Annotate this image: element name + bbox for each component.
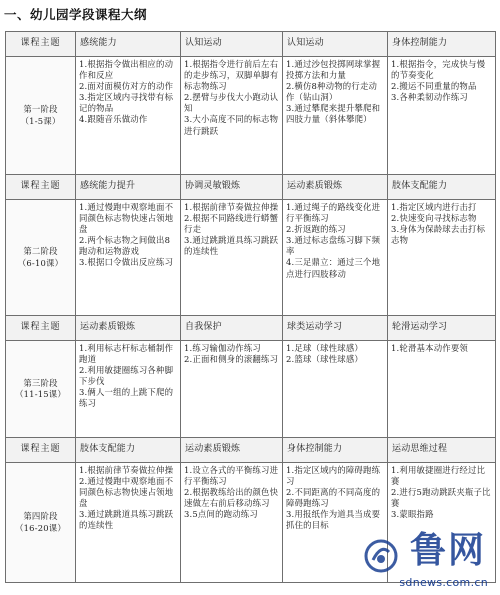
list-item: 3.通过跳跳道具练习跳跃的连续性 bbox=[184, 235, 279, 257]
list-item: 2.通过慢跑中观察地面不同颜色标志物快速占领地盘 bbox=[79, 476, 174, 509]
stage-label bbox=[6, 200, 76, 316]
content-cell bbox=[76, 341, 181, 438]
stage-lessons: （1-5课） bbox=[20, 115, 61, 126]
stage-lessons: （16-20课） bbox=[15, 522, 66, 533]
page-title: 一、幼儿园学段课程大纲 bbox=[4, 7, 148, 22]
topic-cell: 认知运动 bbox=[181, 32, 283, 57]
list-item: 3.蒙眼指路 bbox=[391, 509, 434, 520]
stage-name: 第一阶段 bbox=[23, 104, 58, 115]
list-item: 1.轮滑基本动作要领 bbox=[391, 343, 468, 353]
content-cell bbox=[76, 200, 181, 316]
topic-cell: 肢体支配能力 bbox=[76, 438, 181, 463]
content-cell bbox=[76, 57, 181, 175]
topic-cell: 自我保护 bbox=[181, 316, 283, 341]
list-item: 1.通过绳子的路线变化进行平衡练习 bbox=[286, 202, 381, 224]
topic-header-row bbox=[6, 438, 496, 463]
list-item: 1.练习输伽动作练习 bbox=[184, 343, 261, 353]
content-cell bbox=[388, 57, 496, 175]
content-cell bbox=[283, 341, 388, 438]
row-label: 课程主题 bbox=[6, 438, 76, 463]
sdnews-logo-icon bbox=[364, 539, 398, 573]
list-item: 2.快速变向寻找标志物 bbox=[391, 213, 477, 224]
stage-name: 第二阶段 bbox=[23, 246, 58, 257]
list-item: 3.大小高度不同的标志物进行跳跃 bbox=[184, 114, 279, 136]
list-item: 1.利用敏捷圈进行经过比赛 bbox=[391, 465, 486, 487]
topic-cell: 球类运动学习 bbox=[283, 316, 388, 341]
content-cell bbox=[181, 463, 283, 583]
content-cell bbox=[181, 57, 283, 175]
topic-header-row bbox=[6, 32, 496, 57]
stage-label bbox=[6, 341, 76, 438]
list-item: 3.俩人一组的上跳下爬的练习 bbox=[79, 387, 174, 409]
list-item: 4.三足鼎立：通过三个地点进行四肢移动 bbox=[286, 257, 381, 279]
list-item: 1.利用标志杆标志桶制作跑道 bbox=[79, 343, 174, 365]
list-item: 2.不同距离的不同高度的障碍跑练习 bbox=[286, 487, 381, 509]
list-item: 3.指定区域内寻找带有标记的物品 bbox=[79, 92, 174, 114]
watermark bbox=[364, 530, 496, 591]
list-item: 3.根据口令做出反应练习 bbox=[79, 257, 174, 268]
list-item: 2.正面和侧身的滚翻练习 bbox=[184, 354, 279, 365]
stage-label bbox=[6, 463, 76, 583]
list-item: 3.各种柔韧动作练习 bbox=[391, 92, 468, 103]
list-item: 2.摆臂与步伐大小跑动认知 bbox=[184, 92, 279, 114]
list-item: 1.指定区域内的障碍跑练习 bbox=[286, 465, 381, 487]
stage-lessons: （11-15课） bbox=[15, 389, 66, 399]
topic-cell: 感统能力 bbox=[76, 32, 181, 57]
curriculum-table bbox=[5, 31, 496, 583]
topic-cell: 感统能力提升 bbox=[76, 175, 181, 200]
row-label: 课程主题 bbox=[6, 32, 76, 57]
list-item: 1.根据指令做出相应的动作和反应 bbox=[79, 59, 174, 81]
row-label: 课程主题 bbox=[6, 316, 76, 341]
list-item: 2.横仿8种动物的行走动作（钻山洞） bbox=[286, 81, 378, 103]
topic-cell: 运动素质锻炼 bbox=[181, 438, 283, 463]
stage-label bbox=[6, 57, 76, 175]
watermark-url: sdnews.com.cn bbox=[399, 576, 488, 589]
content-cell bbox=[181, 200, 283, 316]
list-item: 1.通过沙包投掷网球掌握投掷方法和力量 bbox=[286, 59, 381, 81]
list-item: 3.5点间的跑动练习 bbox=[184, 509, 258, 520]
topic-cell: 身体控制能力 bbox=[283, 438, 388, 463]
topic-cell: 肢体支配能力 bbox=[388, 175, 496, 200]
list-item: 2.根据教练给出的颜色快速做左右前后移动练习 bbox=[184, 487, 279, 509]
list-item: 1.根据指令进行前后左右的走步练习，双脚单脚有标志物练习 bbox=[184, 59, 279, 92]
list-item: 3.用报纸作为道具当成要抓住的目标 bbox=[286, 509, 381, 531]
content-cell bbox=[181, 341, 283, 438]
list-item: 2.进行5跑动跳跃夹瓶子比赛 bbox=[391, 487, 491, 509]
list-item: 2.搬运不同重量的物品 bbox=[391, 81, 477, 92]
stage-name: 第三阶段 bbox=[23, 377, 58, 388]
topic-cell: 运动思维过程 bbox=[388, 438, 496, 463]
stage-row bbox=[6, 341, 496, 438]
topic-cell: 身体控制能力 bbox=[388, 32, 496, 57]
stage-row bbox=[6, 200, 496, 316]
list-item: 1.指定区域内进行击打 bbox=[391, 202, 477, 212]
list-item: 2.根据不同路线进行蟒蟹行走 bbox=[184, 213, 279, 235]
topic-cell: 轮滑运动学习 bbox=[388, 316, 496, 341]
list-item: 2.折返跑的练习 bbox=[286, 224, 346, 235]
list-item: 3.通过跳跳道具练习跳跃的连续性 bbox=[79, 509, 174, 531]
content-cell bbox=[388, 341, 496, 438]
topic-header-row bbox=[6, 316, 496, 341]
content-cell bbox=[388, 200, 496, 316]
list-item: 2.篮球（球性球感） bbox=[286, 354, 363, 365]
list-item: 1.根据前律节奏做拉伸操 bbox=[79, 465, 174, 475]
stage-lessons: （6-10课） bbox=[17, 257, 64, 268]
topic-cell: 运动素质锻炼 bbox=[76, 316, 181, 341]
list-item: 1.通过慢跑中观察地面不同颜色标志物快速占领地盘 bbox=[79, 202, 174, 235]
list-item: 1.设立各式的平衡练习进行平衡练习 bbox=[184, 465, 279, 487]
list-item: 3.通过攀爬来提升攀爬和四肢力量（斜体攀爬） bbox=[286, 103, 381, 125]
watermark-text: 鲁网 bbox=[409, 530, 486, 571]
topic-header-row bbox=[6, 175, 496, 200]
list-item: 4.跟随音乐做动作 bbox=[79, 114, 148, 125]
topic-cell: 认知运动 bbox=[283, 32, 388, 57]
content-cell bbox=[76, 463, 181, 583]
content-cell bbox=[283, 57, 388, 175]
content-cell bbox=[283, 200, 388, 316]
topic-cell: 运动素质锻炼 bbox=[283, 175, 388, 200]
list-item: 3.身体为保龄球去击打标志物 bbox=[391, 224, 486, 246]
list-item: 2.利用敏捷圈练习各种脚下步伐 bbox=[79, 365, 174, 387]
list-item: 1.根据前律节奏做拉伸操 bbox=[184, 202, 279, 212]
list-item: 3.通过标志盘练习脚下频率 bbox=[286, 235, 381, 257]
stage-row bbox=[6, 57, 496, 175]
list-item: 1.足球（球性球感） bbox=[286, 343, 363, 353]
topic-cell: 协调灵敏锻炼 bbox=[181, 175, 283, 200]
list-item: 2.面对面模仿对方的动作 bbox=[79, 81, 174, 92]
list-item: 1.根据指令，完成快与慢的节奏变化 bbox=[391, 59, 486, 81]
stage-name: 第四阶段 bbox=[23, 511, 58, 522]
row-label: 课程主题 bbox=[6, 175, 76, 200]
list-item: 2.两个标志物之间做出8跑动和运物游戏 bbox=[79, 235, 171, 257]
